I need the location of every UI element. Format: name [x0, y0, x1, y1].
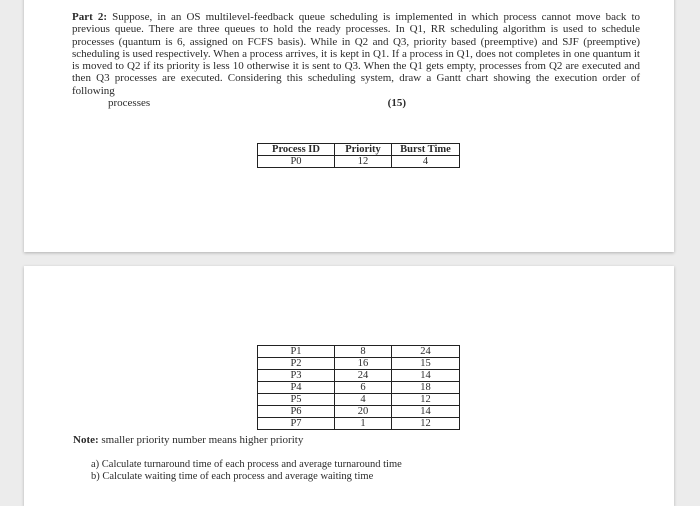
cell-burst-time: 15	[392, 358, 460, 370]
cell-process-id: P1	[258, 346, 335, 358]
table-row	[258, 156, 460, 168]
cell-process-id: P2	[258, 358, 335, 370]
paragraph-last-line	[72, 97, 406, 109]
part2-text: Suppose, in an OS multilevel-feedback queue scheduling is implemented in which process cannot move back to previous queue. There are three queues to hold the ready processes. In Q1, RR scheduling algorithm is used to schedule processes (quantum is 6, assigned on FCFS basis). While in Q2 and Q3, priority based (preemptive) and SJF (preemptive) scheduling is used respectively. When a process arrives, it is kept in Q1. If a process in Q1, does not completes in one quantum it is moved to Q2 if its priority is less 10 otherwise it is sent to Q3. When the Q1 gets empty, processes from Q2 are executed and then Q3 processes are executed. Considering this scheduling system, draw a Gantt chart showing the execution order of following	[72, 11, 641, 97]
header-process-id: Process ID	[258, 144, 335, 156]
table-row	[258, 358, 460, 370]
cell-burst-time: 18	[392, 382, 460, 394]
cell-process-id: P0	[258, 156, 335, 168]
process-table-part2	[257, 345, 460, 430]
cell-priority: 6	[335, 382, 392, 394]
cell-burst-time: 12	[392, 394, 460, 406]
document-page-2	[24, 266, 674, 506]
cell-priority: 1	[335, 418, 392, 430]
cell-process-id: P6	[258, 406, 335, 418]
document-page-1	[24, 0, 674, 252]
cell-burst-time: 12	[392, 418, 460, 430]
cell-process-id: P4	[258, 382, 335, 394]
table-header-row	[258, 144, 460, 156]
cell-process-id: P5	[258, 394, 335, 406]
cell-priority: 8	[335, 346, 392, 358]
header-burst-time: Burst Time	[392, 144, 460, 156]
table-row	[258, 418, 460, 430]
header-priority: Priority	[335, 144, 392, 156]
cell-priority: 16	[335, 358, 392, 370]
question-a: a) Calculate turnaround time of each process and average turnaround time	[91, 459, 402, 470]
table-row	[258, 382, 460, 394]
table-row	[258, 406, 460, 418]
marks-label: (15)	[387, 97, 406, 110]
cell-priority: 12	[335, 156, 392, 168]
cell-priority: 20	[335, 406, 392, 418]
cell-process-id: P7	[258, 418, 335, 430]
cell-burst-time: 14	[392, 370, 460, 382]
table-row	[258, 394, 460, 406]
note-label: Note:	[73, 434, 99, 446]
cell-burst-time: 4	[392, 156, 460, 168]
table-row	[258, 370, 460, 382]
part-label: Part 2:	[72, 11, 108, 23]
process-table-part1	[257, 143, 460, 168]
cell-burst-time: 24	[392, 346, 460, 358]
cell-process-id: P3	[258, 370, 335, 382]
cell-priority: 4	[335, 394, 392, 406]
question-b: b) Calculate waiting time of each process and average waiting time	[91, 471, 374, 482]
cell-burst-time: 14	[392, 406, 460, 418]
part2-paragraph	[72, 11, 640, 109]
priority-note	[73, 434, 303, 446]
cell-priority: 24	[335, 370, 392, 382]
note-text: smaller priority number means higher priority	[98, 434, 304, 446]
last-word: processes	[108, 97, 151, 110]
table-row	[258, 346, 460, 358]
